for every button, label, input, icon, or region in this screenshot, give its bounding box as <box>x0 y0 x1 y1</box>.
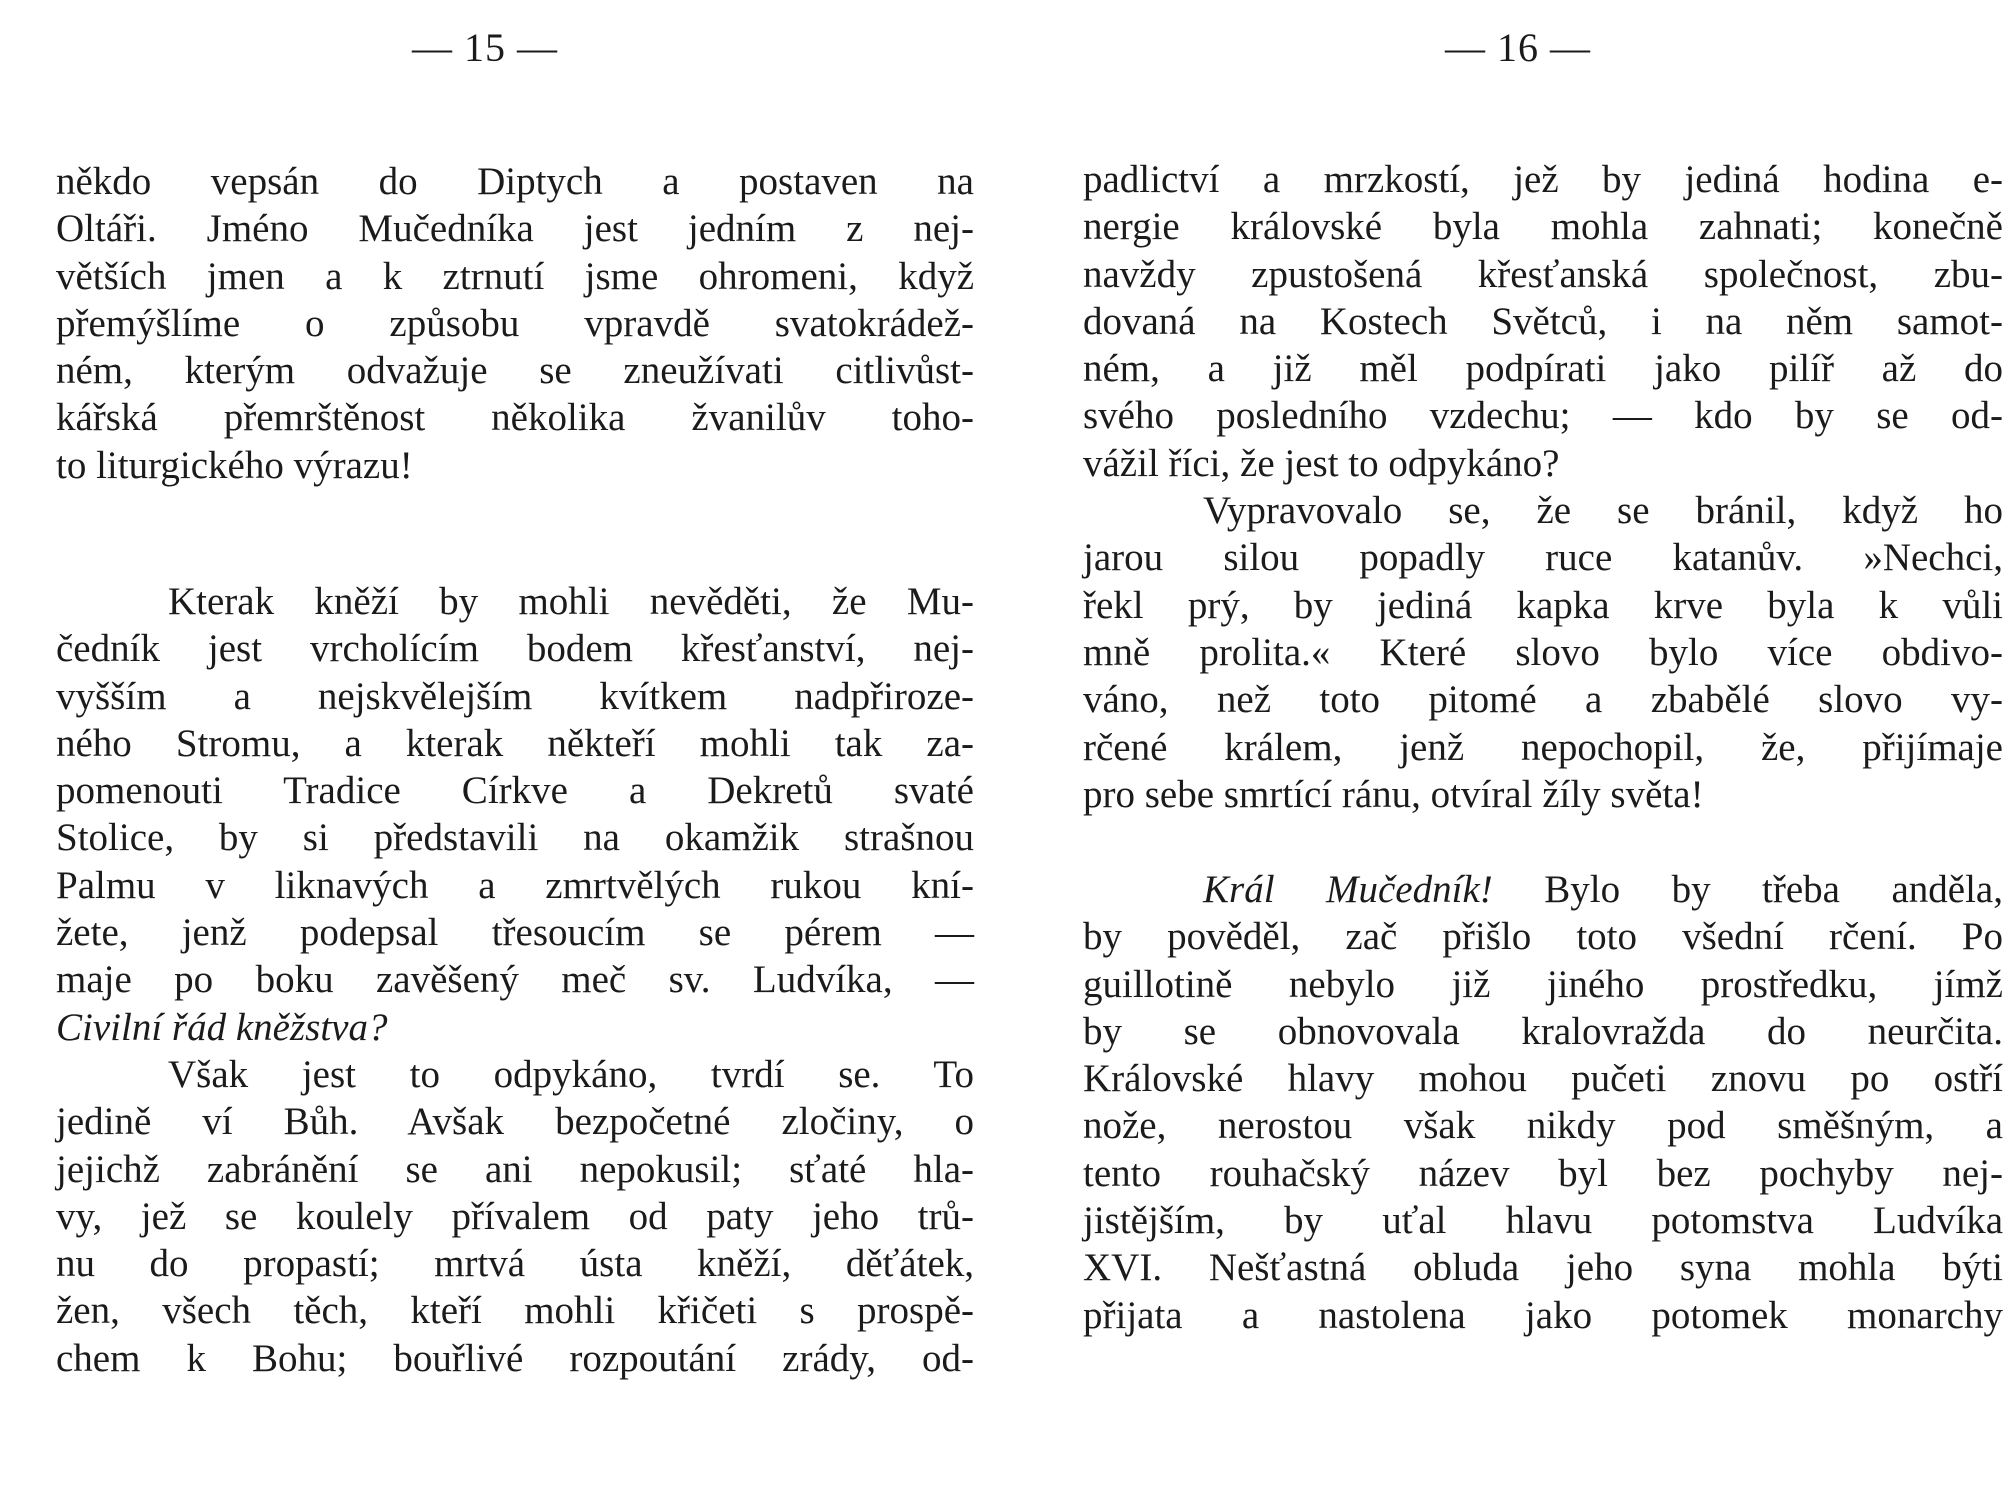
text-line: by pověděl, zač přišlo toto všední rčení. Po <box>1083 915 2003 959</box>
text-line: chem k Bohu; bouřlivé rozpoutání zrády, od- <box>56 1336 974 1380</box>
text-line <box>1083 866 2003 913</box>
page-number-left: — 15 — <box>412 25 558 70</box>
text-line: jistějším, by uťal hlavu potomstva Ludvíka <box>1083 1199 2003 1243</box>
left-paragraph-1 <box>56 158 974 489</box>
page-number-right: — 16 — <box>1445 25 1591 70</box>
text-line: nože, nerostou však nikdy pod směšným, a <box>1083 1104 2003 1148</box>
text-line: kářská přemrštěnost několika žvanilův toho- <box>56 396 974 440</box>
text-line: XVI. Nešťastná obluda jeho syna mohla býti <box>1083 1246 2003 1290</box>
text-line: Oltáři. Jméno Mučedníka jest jedním z nej- <box>56 207 974 251</box>
text-line: to liturgického výrazu! <box>56 443 413 487</box>
text-line: řekl prý, by jediná kapka krve byla k vůli <box>1083 583 2003 627</box>
text-line: mně prolita.« Které slovo bylo více obdivo- <box>1083 630 2003 674</box>
text-line: maje po boku zavěšený meč sv. Ludvíka, — <box>56 958 974 1002</box>
right-paragraph-1 <box>1083 156 2003 818</box>
text-line: Však jest to odpykáno, tvrdí se. To <box>168 1052 974 1096</box>
text-line: čedník jest vrcholícím bodem křesťanství, nej- <box>56 627 974 671</box>
right-paragraph-2 <box>1083 866 2003 1339</box>
text-line: jarou silou popadly ruce katanův. »Nechci, <box>1083 536 2003 580</box>
text-line: dovaná na Kostech Světců, i na něm samot- <box>1083 299 2003 343</box>
text-line: někdo vepsán do Diptych a postaven na <box>56 160 974 203</box>
text-line: guillotině nebylo již jiného prostředku, jímž <box>1083 962 2003 1006</box>
text-line: přijata a nastolena jako potomek monarchy <box>1083 1293 2003 1337</box>
text-line: svého posledního vzdechu; — kdo by se od- <box>1083 394 2003 438</box>
text-line: vy, jež se koulely přívalem od paty jeho trů- <box>56 1194 974 1238</box>
right-page <box>1006 0 2012 1500</box>
text-line: jejichž zabránění se ani nepokusil; sťaté hla- <box>56 1147 974 1191</box>
king-martyr-heading: Král Mučedník! <box>1203 868 1493 911</box>
text-line: žete, jenž podepsal třesoucím se pérem — <box>56 911 974 955</box>
text-line: ného Stromu, a kterak někteří mohli tak za- <box>56 721 974 765</box>
text-line-italic: Civilní řád kněžstva? <box>56 1005 388 1049</box>
text-line: Královské hlavy mohou pučeti znovu po ostří <box>1083 1057 2003 1101</box>
text-line: pomenouti Tradice Církve a Dekretů svaté <box>56 769 974 813</box>
text-line: navždy zpustošená křesťanská společnost, zbu- <box>1083 252 2003 296</box>
text-line: váno, než toto pitomé a zbabělé slovo vy- <box>1083 678 2003 722</box>
text-line: jedině ví Bůh. Avšak bezpočetné zločiny, o <box>56 1100 974 1144</box>
text-line: ném, a již měl podpírati jako pilíř až do <box>1083 347 2003 391</box>
text-line: pro sebe smrtící ránu, otvíral žíly světa! <box>1083 772 1704 816</box>
text-line: tento rouhačský název byl bez pochyby nej- <box>1083 1151 2003 1195</box>
text-line: vyšším a nejskvělejším kvítkem nadpřiroze- <box>56 674 974 718</box>
text-line: Palmu v liknavých a zmrtvělých rukou kní- <box>56 863 974 907</box>
text-line: nergie královské byla mohla zahnati; konečně <box>1083 205 2003 249</box>
text-line: Stolice, by si představili na okamžik strašnou <box>56 816 974 860</box>
text-line-rest: Bylo by třeba anděla, <box>1492 868 2003 911</box>
left-paragraph-2 <box>56 578 974 1382</box>
text-line: ném, kterým odvažuje se zneužívati citlivůst- <box>56 349 974 393</box>
text-line: vážil říci, že jest to odpykáno? <box>1083 441 1560 485</box>
text-line: by se obnovovala kralovražda do neurčita. <box>1083 1009 2003 1053</box>
text-line: rčené králem, jenž nepochopil, že, přijímaje <box>1083 725 2003 769</box>
text-line: nu do propastí; mrtvá ústa kněží, děťátek, <box>56 1242 974 1286</box>
text-line: žen, všech těch, kteří mohli křičeti s prospě- <box>56 1289 974 1333</box>
text-line: padlictví a mrzkostí, jež by jediná hodina e- <box>1083 158 2003 201</box>
text-line: přemýšlíme o způsobu vpravdě svatokrádež- <box>56 301 974 345</box>
text-line: větších jmen a k ztrnutí jsme ohromeni, když <box>56 254 974 298</box>
text-line: Vypravovalo se, že se bránil, když ho <box>1203 489 2003 533</box>
text-line: Kterak kněží by mohli nevěděti, že Mu- <box>168 580 974 623</box>
